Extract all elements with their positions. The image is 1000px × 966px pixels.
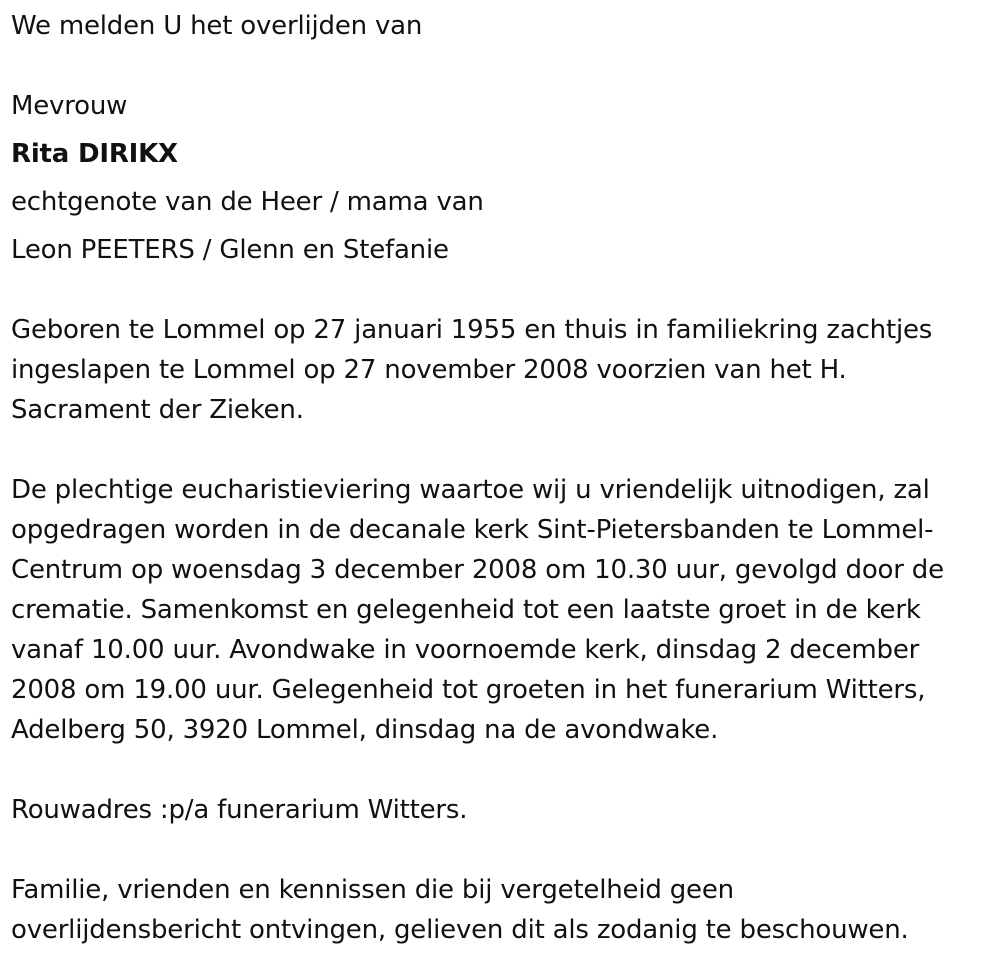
deceased-name: Rita DIRIKX bbox=[11, 139, 178, 169]
mourning-address: Rouwadres :p/a funerarium Witters. bbox=[11, 795, 468, 825]
paragraph-line: De plechtige eucharistieviering waartoe wij u vriendelijk uitnodigen, zal bbox=[11, 475, 930, 505]
paragraph-line: ingeslapen te Lommel op 27 november 2008 voorzien van het H. bbox=[11, 355, 847, 385]
relation-line-2: Leon PEETERS / Glenn en Stefanie bbox=[11, 235, 449, 265]
paragraph-line: opgedragen worden in de decanale kerk Sint-Pietersbanden te Lommel- bbox=[11, 515, 934, 545]
paragraph-line: 2008 om 19.00 uur. Gelegenheid tot groeten in het funerarium Witters, bbox=[11, 675, 926, 705]
intro-text: We melden U het overlijden van bbox=[11, 11, 423, 41]
relation-line-1: echtgenote van de Heer / mama van bbox=[11, 187, 484, 217]
honorific: Mevrouw bbox=[11, 91, 128, 121]
paragraph-line: overlijdensbericht ontvingen, gelieven dit als zodanig te beschouwen. bbox=[11, 915, 909, 945]
paragraph-line: Geboren te Lommel op 27 januari 1955 en thuis in familiekring zachtjes bbox=[11, 315, 933, 345]
paragraph-line: Centrum op woensdag 3 december 2008 om 10.30 uur, gevolgd door de bbox=[11, 555, 944, 585]
paragraph-line: crematie. Samenkomst en gelegenheid tot een laatste groet in de kerk bbox=[11, 595, 921, 625]
paragraph-line: Adelberg 50, 3920 Lommel, dinsdag na de avondwake. bbox=[11, 715, 719, 745]
paragraph-line: vanaf 10.00 uur. Avondwake in voornoemde kerk, dinsdag 2 december bbox=[11, 635, 920, 665]
paragraph-line: Familie, vrienden en kennissen die bij vergetelheid geen bbox=[11, 875, 734, 905]
paragraph-line: Sacrament der Zieken. bbox=[11, 395, 304, 425]
